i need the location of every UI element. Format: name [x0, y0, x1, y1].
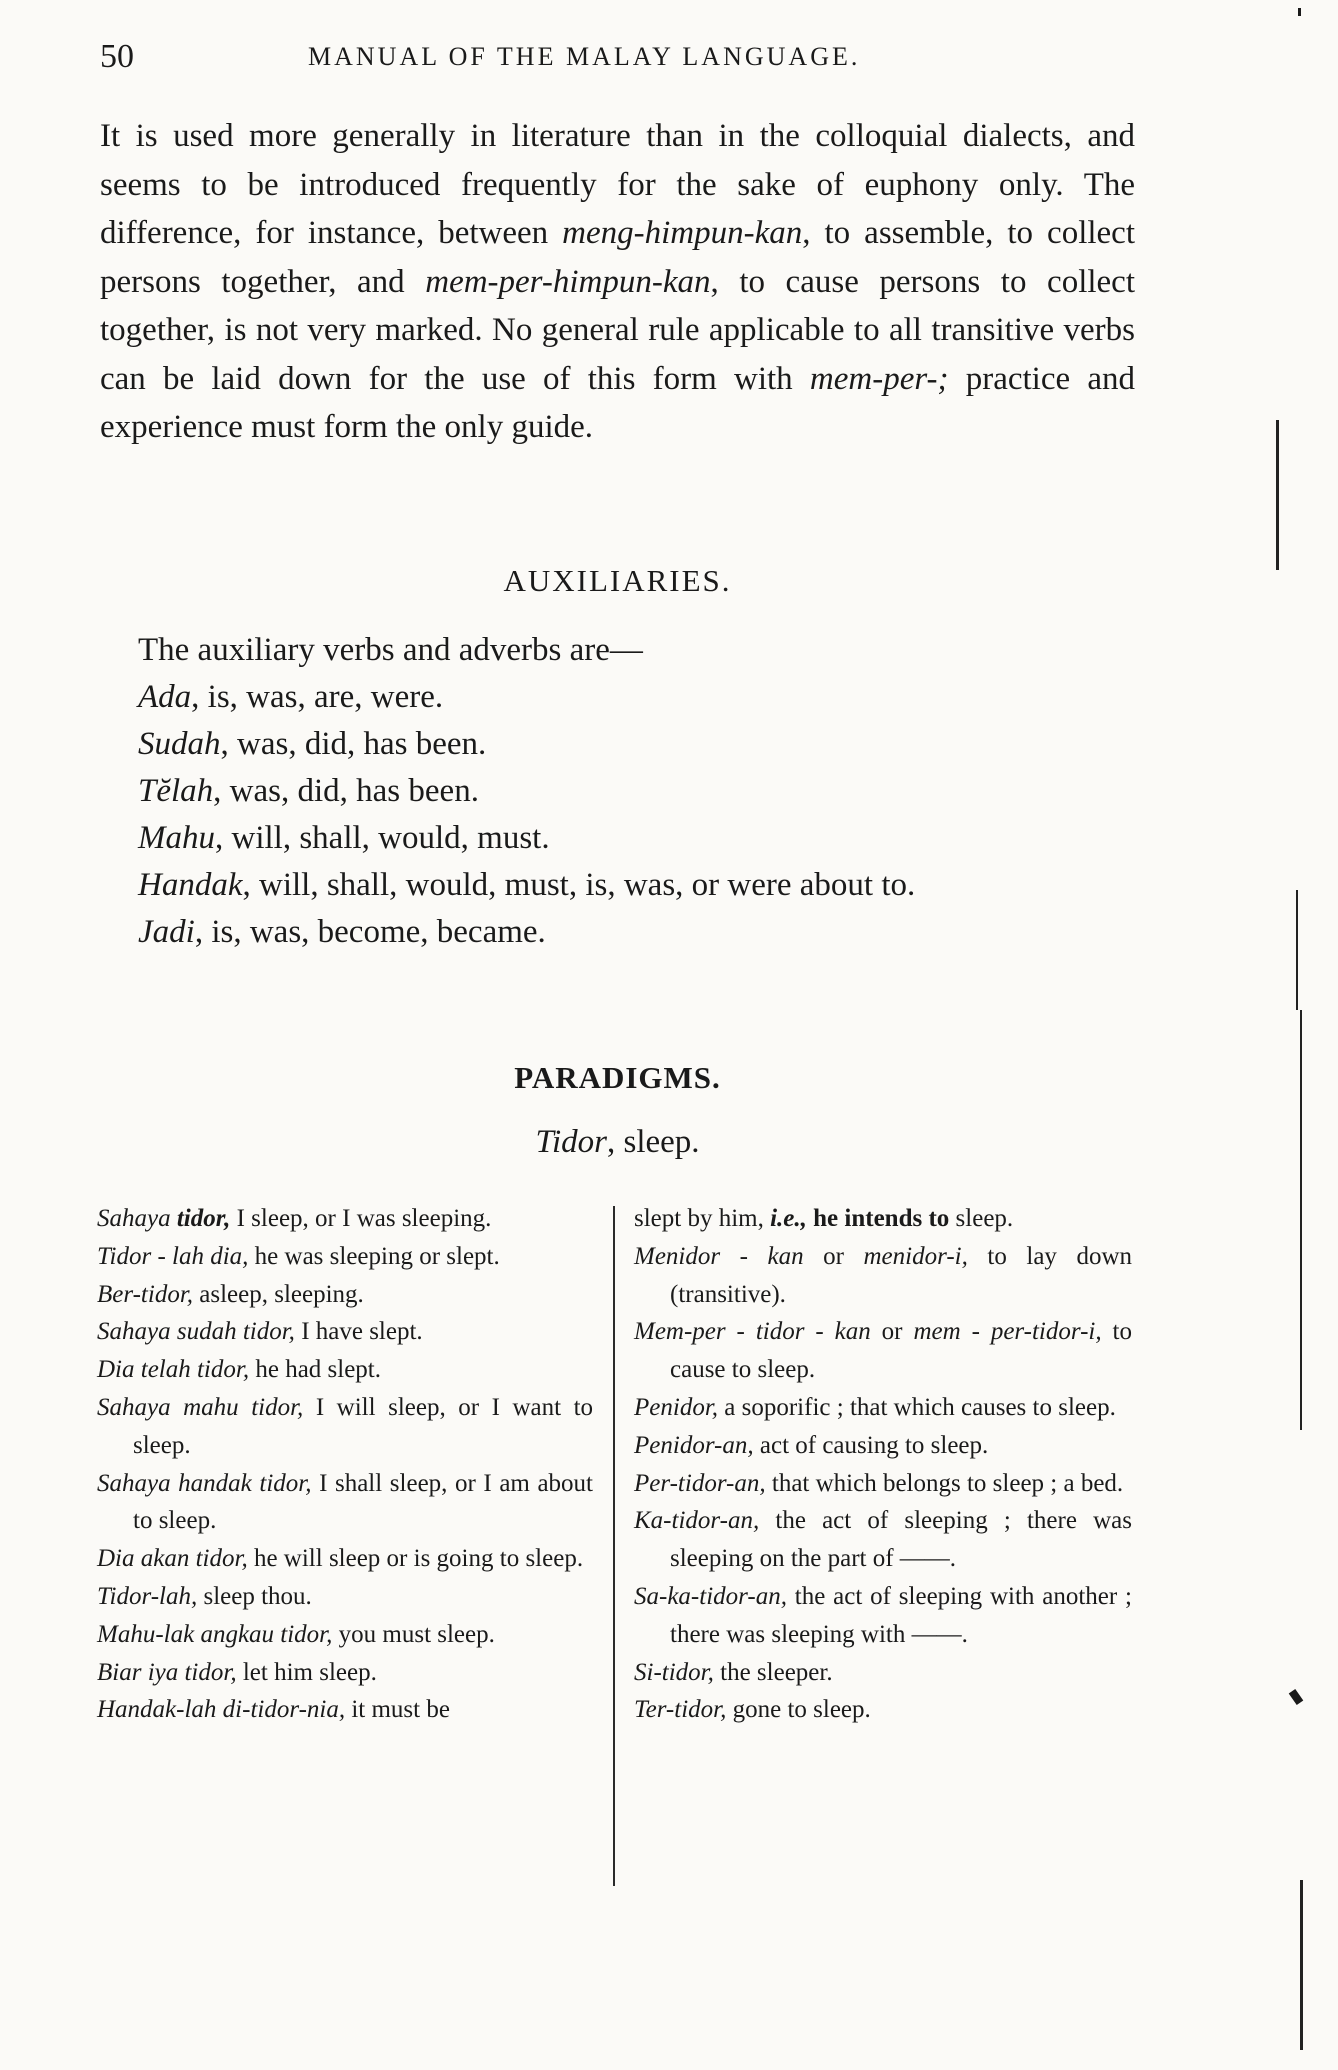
paradigm-entry [97, 1578, 593, 1616]
paradigm-entry [634, 1200, 1132, 1238]
text-run: Si-tidor, [634, 1658, 714, 1686]
intro-text [100, 112, 1135, 452]
paradigm-entry [634, 1427, 1132, 1465]
paradigm-title [100, 1124, 1135, 1161]
paradigm-entry [97, 1654, 593, 1692]
text-run: Sahaya mahu tidor, [97, 1393, 304, 1421]
text-run: Mem-per - tidor - kan [634, 1318, 871, 1346]
text-run: a soporific ; that which causes to sleep. [718, 1393, 1116, 1421]
text-run: Sahaya handak tidor, [97, 1469, 312, 1497]
text-run: that which belongs to sleep ; a bed. [765, 1469, 1124, 1497]
paradigm-entry [97, 1389, 593, 1465]
text-run: Per-tidor-an, [634, 1469, 766, 1497]
text-run: or [870, 1318, 914, 1346]
text-run: you must sleep. [332, 1620, 495, 1648]
text-run: I sleep, or I was sleeping. [230, 1205, 492, 1232]
paradigm-entry [634, 1238, 1132, 1314]
page-edge-mark [1300, 1880, 1303, 2050]
aux-item [138, 721, 1148, 768]
page-number: 50 [100, 38, 134, 75]
text-run: to cause to sleep. [670, 1318, 1133, 1384]
aux-item [138, 674, 1148, 721]
text-run: I have slept. [294, 1318, 423, 1346]
text-run: Biar iya tidor, [97, 1658, 237, 1686]
aux-word: Jadi [138, 914, 195, 950]
paradigm-right-column [634, 1200, 1132, 1729]
text-run: the act of sleeping ; there was sleeping on the part of ——. [670, 1507, 1132, 1573]
aux-item [138, 815, 1148, 862]
paradigm-entry [634, 1578, 1132, 1654]
aux-gloss: , is, was, become, became. [194, 914, 546, 950]
text-run: Sahaya [97, 1205, 177, 1232]
text-run: it must be [345, 1696, 450, 1724]
text-run: Menidor - kan [634, 1242, 804, 1270]
text-run: Mahu-lak angkau tidor, [97, 1620, 333, 1648]
text-run: act of causing to sleep. [753, 1431, 989, 1459]
text-run: Sahaya sudah tidor, [97, 1318, 295, 1346]
text-run: i.e., [770, 1205, 807, 1232]
text-run: he was sleeping or slept. [248, 1242, 500, 1270]
paradigm-word: Tidor [535, 1124, 607, 1160]
text-run: Penidor, [634, 1393, 719, 1421]
paradigm-entry [634, 1691, 1132, 1729]
text-run: the sleeper. [713, 1658, 833, 1686]
paradigm-left-column [97, 1200, 593, 1729]
text-run: menidor-i, [863, 1242, 968, 1270]
aux-gloss: , was, did, has been. [213, 773, 479, 809]
aux-gloss: , is, was, are, were. [191, 679, 444, 715]
aux-word: Tĕlah [138, 773, 214, 809]
text-run: he will sleep or is going to sleep. [247, 1545, 584, 1573]
page-edge-mark [1289, 1689, 1304, 1705]
text-run: he had slept. [249, 1356, 382, 1384]
text-run: let him sleep. [236, 1658, 377, 1686]
column-divider [613, 1206, 615, 1886]
aux-gloss: , will, shall, would, must, is, was, or were about to. [242, 867, 916, 903]
auxiliaries-intro: The auxiliary verbs and adverbs are— [138, 632, 643, 668]
aux-gloss: , will, shall, would, must. [215, 820, 550, 856]
text-run: the act of sleeping with another ; there was sleeping with ——. [670, 1582, 1132, 1648]
text-run: mem - per-tidor-i, [913, 1318, 1102, 1346]
page-edge-mark [1276, 420, 1279, 570]
aux-word: Ada [138, 679, 192, 715]
paradigm-gloss: , sleep. [606, 1124, 700, 1160]
paradigm-entry [97, 1200, 593, 1238]
paradigm-entry [97, 1691, 593, 1729]
text-run: practice and experience must form the only guide. [100, 360, 1135, 445]
text-run: Dia akan tidor, [97, 1545, 248, 1573]
aux-gloss: , was, did, has been. [220, 726, 487, 762]
aux-item [138, 768, 1148, 815]
text-run: I will sleep, or I want to sleep. [133, 1393, 594, 1459]
text-run: tidor, [176, 1205, 231, 1232]
text-run: Tidor - lah dia, [97, 1242, 249, 1270]
paradigm-entry [634, 1313, 1132, 1389]
paradigm-entry [97, 1616, 593, 1654]
text-run: Penidor-an, [634, 1431, 754, 1459]
aux-word: Handak [138, 867, 243, 903]
text-run: , to assemble, to collect persons together, and [100, 215, 1135, 300]
aux-word: Mahu [138, 820, 215, 856]
paradigm-entry [97, 1276, 593, 1314]
text-run: asleep, sleeping. [193, 1280, 364, 1308]
paradigm-entry [97, 1313, 593, 1351]
paradigm-entry [97, 1465, 593, 1541]
page-edge-mark [1298, 8, 1301, 16]
paradigm-entry [634, 1389, 1132, 1427]
text-run: Sa-ka-tidor-an, [634, 1582, 787, 1610]
text-run: Ka-tidor-an, [634, 1507, 760, 1535]
text-run: sleep thou. [197, 1582, 312, 1610]
text-run: It is used more generally in literature than in the colloquial dialects, and seems to be introduced frequently for the sake of euphony only. The difference, for instance, between [100, 118, 1135, 251]
intro-paragraph [100, 112, 1135, 452]
text-run: or [803, 1242, 864, 1270]
text-run: Ter-tidor, [634, 1696, 727, 1724]
text-run: gone to sleep. [726, 1696, 871, 1724]
page-edge-mark [1300, 1010, 1302, 1430]
paradigm-entry [97, 1238, 593, 1276]
paradigm-entry [97, 1540, 593, 1578]
text-run: Tidor-lah, [97, 1582, 198, 1610]
page-edge-mark [1296, 890, 1298, 1010]
text-run: I shall sleep, or I am about to sleep. [133, 1469, 593, 1535]
text-run: , to cause persons to collect together, is not very marked. No general rule applicable to all transitive verbs can be laid down for the use of this form with [100, 263, 1135, 397]
aux-item [138, 909, 1148, 956]
running-head [100, 38, 1100, 78]
auxiliaries-list [138, 627, 1148, 956]
text-run: mem-per-himpun-kan [425, 263, 711, 300]
text-run: he intends to [806, 1205, 950, 1232]
text-run: Ber-tidor, [97, 1280, 194, 1308]
auxiliaries-heading: AUXILIARIES. [503, 563, 732, 598]
text-run: Handak-lah di-tidor-nia, [97, 1696, 346, 1724]
text-run: slept by him, [634, 1205, 771, 1232]
paradigm-entry [97, 1351, 593, 1389]
text-run: meng-himpun-kan [562, 215, 803, 251]
paradigm-entry [634, 1465, 1132, 1503]
text-run: sleep. [949, 1205, 1014, 1232]
paradigm-entry [634, 1654, 1132, 1692]
paradigm-entry [634, 1502, 1132, 1578]
paradigms-heading: PARADIGMS. [514, 1060, 721, 1095]
text-run: to lay down (transitive). [670, 1242, 1133, 1308]
running-title: MANUAL OF THE MALAY LANGUAGE. [308, 42, 861, 71]
text-run: mem-per-; [809, 360, 949, 397]
aux-item [138, 862, 1148, 909]
text-run: Dia telah tidor, [97, 1356, 250, 1384]
aux-word: Sudah [138, 726, 221, 762]
